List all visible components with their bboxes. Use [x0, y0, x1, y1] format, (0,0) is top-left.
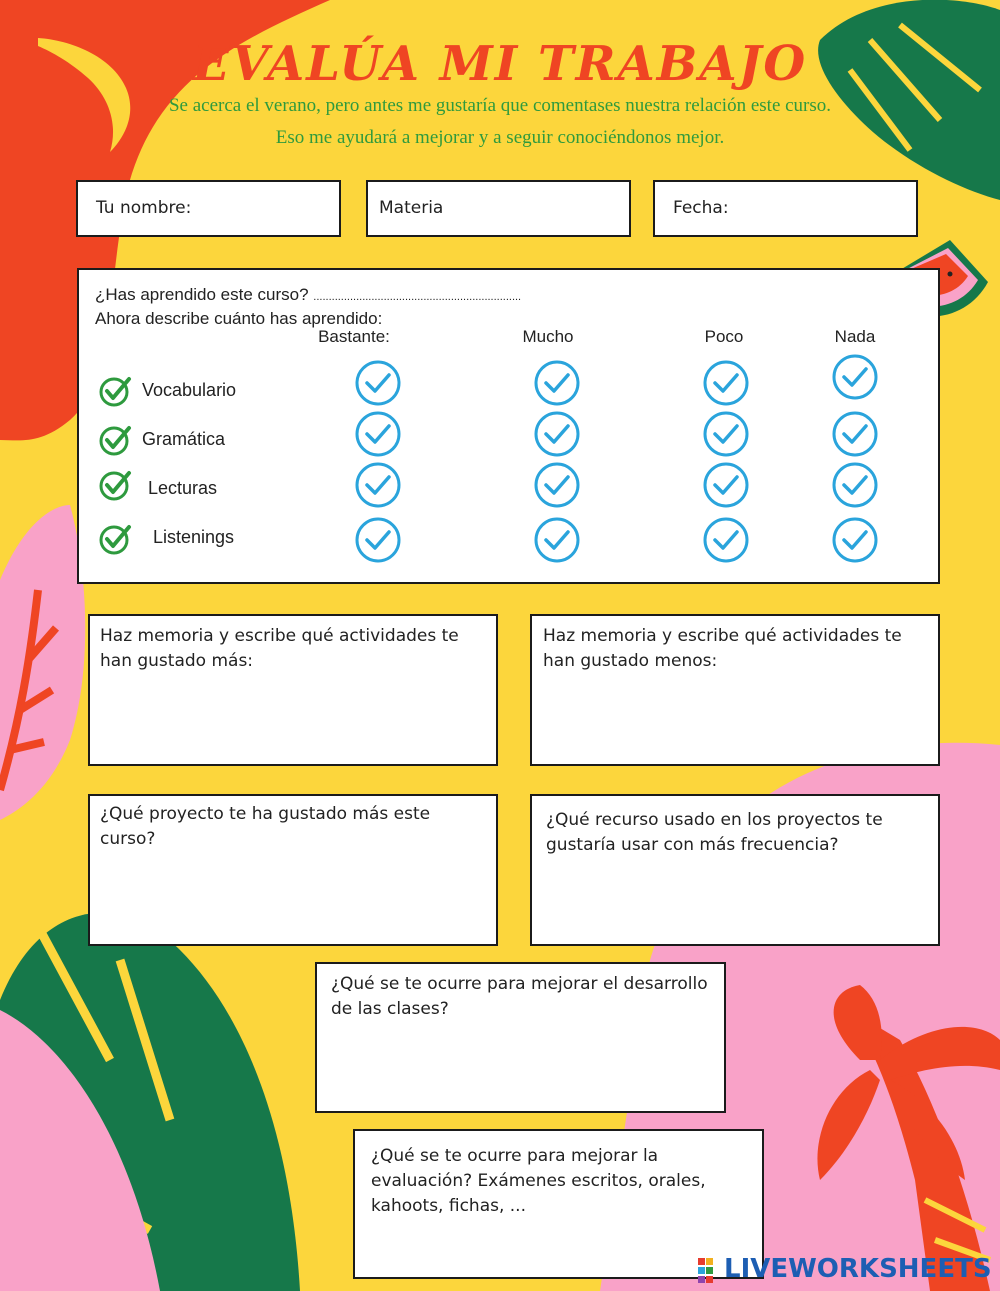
col-header-mucho: Mucho	[522, 327, 574, 346]
liveworksheets-logo-icon	[698, 1258, 722, 1284]
check-option-gramatica-bastante[interactable]	[354, 410, 402, 458]
date-label: Fecha:	[673, 198, 729, 218]
check-option-vocabulario-nada[interactable]	[831, 353, 879, 401]
improve-evaluation-question: ¿Qué se te ocurre para mejorar la evaluación? Exámenes escritos, orales, kahoots, fichas, ...	[371, 1146, 706, 1216]
name-field[interactable]	[76, 180, 341, 237]
row-label-vocabulario: Vocabulario	[142, 380, 237, 400]
check-option-lecturas-nada[interactable]	[831, 461, 879, 509]
improve-evaluation-box[interactable]	[353, 1129, 764, 1279]
check-option-gramatica-mucho[interactable]	[533, 410, 581, 458]
watermark-text: LIVEWORKSHEETS	[724, 1254, 992, 1284]
row-label-listenings: Listenings	[153, 527, 235, 547]
pink-leaf-left	[0, 505, 85, 820]
col-header-bastante: Bastante:	[318, 327, 390, 346]
check-option-lecturas-bastante[interactable]	[354, 461, 402, 509]
favorite-project-box[interactable]	[88, 794, 498, 946]
date-field[interactable]	[653, 180, 918, 237]
check-option-listenings-poco[interactable]	[702, 516, 750, 564]
check-option-gramatica-poco[interactable]	[702, 410, 750, 458]
check-option-gramatica-nada[interactable]	[831, 410, 879, 458]
describe-text: Ahora describe cuánto has aprendido:	[95, 309, 383, 328]
check-option-lecturas-poco[interactable]	[702, 461, 750, 509]
resource-box[interactable]	[530, 794, 940, 946]
page-title: EVALÚA MI TRABAJO	[192, 36, 808, 92]
row-label-gramatica: Gramática	[142, 429, 226, 449]
intro-text: Se acerca el verano, pero antes me gustaría que comentases nuestra relación este curso. Eso me ayudará a mejorar y a seguir conociéndonos mejor.	[168, 95, 832, 148]
check-option-listenings-mucho[interactable]	[533, 516, 581, 564]
liked-most-box[interactable]	[88, 614, 498, 766]
check-option-listenings-nada[interactable]	[831, 516, 879, 564]
green-check-icon	[98, 423, 132, 457]
name-label: Tu nombre:	[96, 198, 192, 218]
resource-question: ¿Qué recurso usado en los proyectos te gustaría usar con más frecuencia?	[546, 810, 883, 855]
green-check-icon	[98, 522, 132, 556]
improve-classes-box[interactable]	[315, 962, 726, 1113]
answer-dots[interactable]: ....................................................................	[313, 291, 522, 303]
check-option-vocabulario-mucho[interactable]	[533, 359, 581, 407]
row-label-lecturas: Lecturas	[148, 478, 218, 498]
learned-question-text: ¿Has aprendido este curso?	[95, 285, 309, 304]
check-option-lecturas-mucho[interactable]	[533, 461, 581, 509]
liked-least-box[interactable]	[530, 614, 940, 766]
green-check-icon	[98, 374, 132, 408]
learned-question	[95, 285, 521, 305]
subject-field[interactable]	[366, 180, 631, 237]
col-header-nada: Nada	[834, 327, 876, 346]
improve-classes-question: ¿Qué se te ocurre para mejorar el desarrollo de las clases?	[331, 974, 708, 1019]
col-header-poco: Poco	[704, 327, 744, 346]
liked-least-question: Haz memoria y escribe qué actividades te han gustado menos:	[543, 626, 902, 671]
green-check-icon	[98, 468, 132, 502]
check-option-listenings-bastante[interactable]	[354, 516, 402, 564]
check-option-vocabulario-bastante[interactable]	[354, 359, 402, 407]
liked-most-question: Haz memoria y escribe qué actividades te han gustado más:	[100, 626, 459, 671]
check-option-vocabulario-poco[interactable]	[702, 359, 750, 407]
favorite-project-question: ¿Qué proyecto te ha gustado más este curso?	[100, 804, 431, 849]
subject-label: Materia	[379, 198, 444, 218]
